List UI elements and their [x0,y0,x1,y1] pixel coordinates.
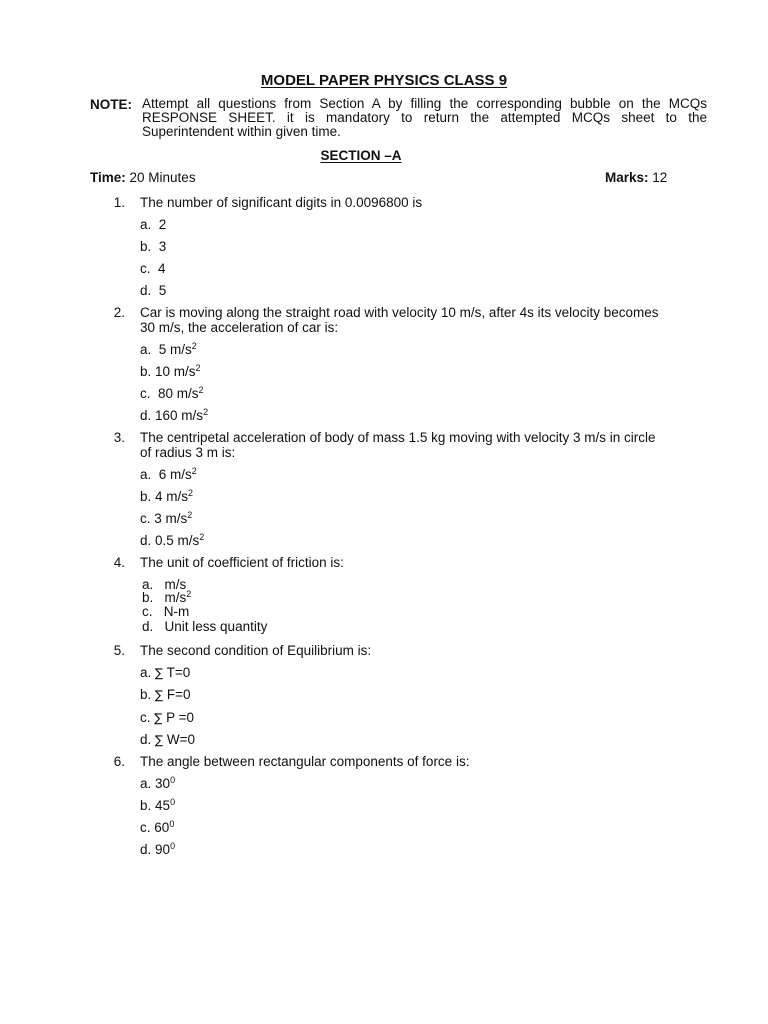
option: d. 5 [140,283,167,298]
question-number: 6. [113,754,125,769]
option: a. m/s [142,577,187,592]
option: b. 10 $m/s^2$ [140,363,201,379]
option: c. $60^0$ [140,819,175,835]
option: b. 4 $m/s^2$ [140,488,194,504]
option: a. ∑ T=0 [140,665,191,680]
option: d. 0.5 $m/s^2$ [140,532,205,548]
option: b. 3 [140,239,167,254]
question-text-line2: of radius 3 m is: [140,445,236,460]
option: c. 4 [140,261,166,276]
question-text-line2: 30 m/s, the acceleration of car is: [140,320,339,335]
question-text: The angle between rectangular components of force is: [140,754,470,769]
option: d. ∑ W=0 [140,732,196,747]
option: c. 80 $m/s^2$ [140,385,204,401]
option: d. 160 $m/s^2$ [140,407,209,423]
option: d. Unit less quantity [142,619,268,634]
option: d. $90^0$ [140,841,176,857]
marks-line [605,170,667,185]
option: b. $45^0$ [140,797,176,813]
option: b. ∑ F=0 [140,687,191,702]
question-text: The centripetal acceleration of body of mass 1.5 kg moving with velocity 3 m/s in circle [140,430,656,445]
time-value: 20 Minutes [129,170,196,185]
marks-value: 12 [652,170,668,185]
option: c. N-m [142,604,190,619]
time-line [90,170,196,185]
option: c. ∑ P =0 [140,710,195,725]
option: c. 3 $m/s^2$ [140,510,193,526]
time-label: Time: [90,170,126,185]
question-text: The unit of coefficient of friction is: [140,555,344,570]
option: a. 6 $m/s^2$ [140,466,197,482]
question-number: 5. [113,643,125,658]
question-number: 3. [113,430,125,445]
page-title: MODEL PAPER PHYSICS CLASS 9 [260,72,508,89]
option: b. $m/s^2$ [142,589,192,605]
note-label: NOTE: [90,97,132,112]
option: a. 2 [140,217,167,232]
section-heading: SECTION –A [320,148,402,163]
question-number: 2. [113,305,125,320]
question-number: 4. [113,555,125,570]
option: a. 5 $m/s^2$ [140,341,197,357]
note-text: Attempt all questions from Section A by filling the corresponding bubble on the MCQs RESPONSE SHEET. it is mandatory to return the attempted MCQs sheet to the Superintendent within given time. [142,96,707,139]
question-number: 1. [113,195,125,210]
marks-label: Marks: [605,170,649,185]
question-text: The second condition of Equilibrium is: [140,643,372,658]
question-text: Car is moving along the straight road with velocity 10 m/s, after 4s its velocity becomes [140,305,659,320]
option: a. $30^0$ [140,775,176,791]
question-text: The number of significant digits in 0.0096800 is [140,195,423,210]
